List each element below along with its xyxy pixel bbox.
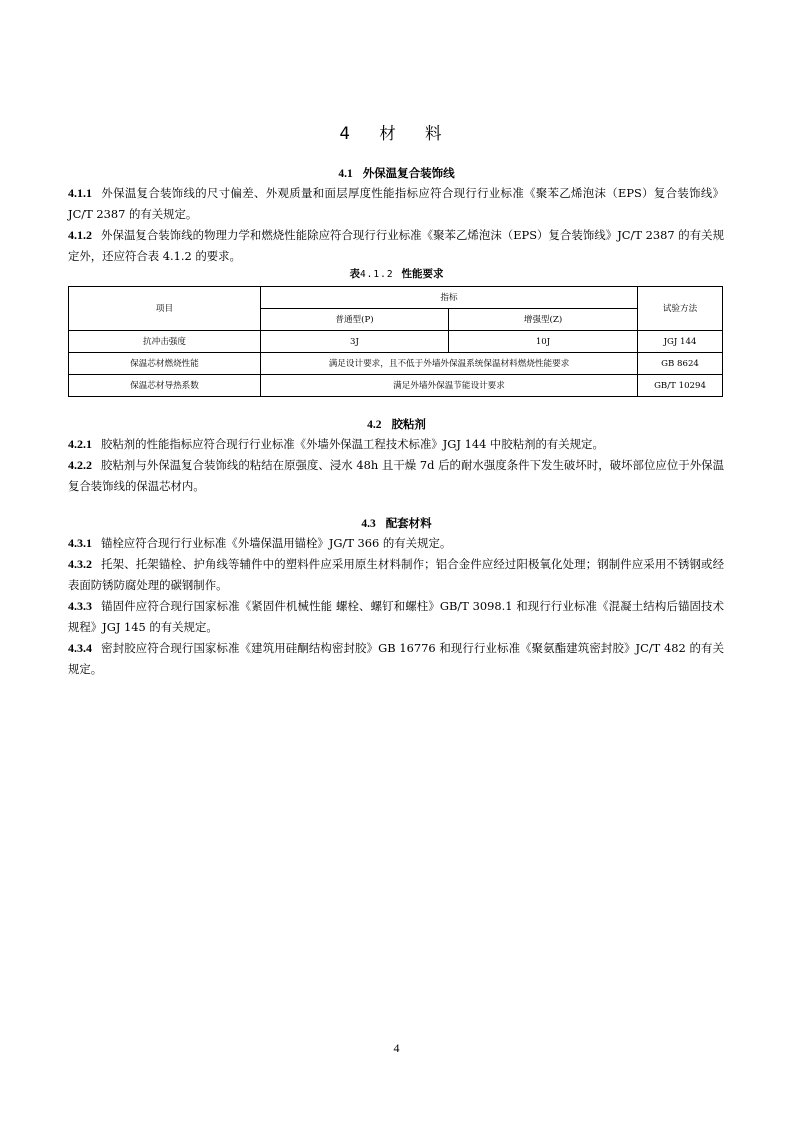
cell-item: 抗冲击强度 — [69, 331, 261, 353]
clause-text: 胶粘剂与外保温复合装饰线的粘结在原强度、浸水 48h 且干燥 7d 后的耐水强度条件下发生破坏时，破坏部位应位于外保温复合装饰线的保温芯材内。 — [68, 458, 724, 493]
performance-table — [68, 286, 723, 397]
cell-merged: 满足外墙外保温节能设计要求 — [261, 375, 638, 397]
chapter-title: 4 材 料 — [339, 124, 454, 143]
section-title-text: 胶粘剂 — [391, 417, 426, 431]
clause-number: 4.2.1 — [68, 437, 92, 451]
section-number: 4.1 — [338, 168, 353, 180]
clause-text: 外保温复合装饰线的物理力学和燃烧性能除应符合现行行业标准《聚苯乙烯泡沫（EPS）复合装饰线》JC/T 2387 的有关规定外，还应符合表 4.1.2 的要求。 — [68, 228, 724, 263]
clause-text: 锚固件应符合现行国家标准《紧固件机械性能 螺栓、螺钉和螺柱》GB/T 3098.1 和现行行业标准《混凝土结构后锚固技术规程》JGJ 145 的有关规定。 — [68, 599, 724, 634]
cell-method: GB 8624 — [638, 353, 723, 375]
cell-method: GB/T 10294 — [638, 375, 723, 397]
section-title-text: 外保温复合装饰线 — [362, 166, 455, 180]
table-row — [69, 331, 723, 353]
cell-item: 保温芯材导热系数 — [69, 375, 261, 397]
clause-number: 4.1.1 — [68, 186, 92, 200]
clause-4-1-1 — [68, 183, 724, 225]
clause-number: 4.3.1 — [68, 536, 92, 550]
clause-number: 4.3.3 — [68, 599, 92, 613]
header-method: 试验方法 — [638, 287, 723, 331]
cell-enhanced: 10J — [449, 331, 638, 353]
clause-number: 4.1.2 — [68, 228, 92, 242]
section-title-4-3 — [0, 515, 793, 532]
header-indicator: 指标 — [261, 287, 638, 309]
table-caption-title: 性能要求 — [401, 268, 444, 280]
table-caption-number: 4.1.2 — [359, 269, 394, 280]
clause-number: 4.3.4 — [68, 641, 92, 655]
section-number: 4.3 — [361, 518, 376, 530]
clause-text: 外保温复合装饰线的尺寸偏差、外观质量和面层厚度性能指标应符合现行行业标准《聚苯乙烯泡沫（EPS）复合装饰线》JC/T 2387 的有关规定。 — [68, 186, 724, 221]
clause-4-2-1 — [68, 434, 724, 455]
cell-merged: 满足设计要求，且不低于外墙外保温系统保温材料燃烧性能要求 — [261, 353, 638, 375]
clause-text: 密封胶应符合现行国家标准《建筑用硅酮结构密封胶》GB 16776 和现行行业标准《聚氨酯建筑密封胶》JC/T 482 的有关规定。 — [68, 641, 724, 676]
clause-text: 胶粘剂的性能指标应符合现行行业标准《外墙外保温工程技术标准》JGJ 144 中胶粘剂的有关规定。 — [101, 437, 604, 451]
clause-number: 4.2.2 — [68, 458, 92, 472]
clause-4-3-4 — [68, 638, 724, 680]
table-row — [69, 353, 723, 375]
cell-item: 保温芯材燃烧性能 — [69, 353, 261, 375]
page-number: 4 — [393, 1041, 400, 1055]
header-enhanced: 增强型(Z) — [449, 309, 638, 331]
cell-regular: 3J — [261, 331, 449, 353]
clause-4-2-2 — [68, 455, 724, 497]
clause-4-3-3 — [68, 596, 724, 638]
section-title-4-1 — [0, 165, 793, 182]
section-title-text: 配套材料 — [385, 516, 432, 530]
table-header-row — [69, 287, 723, 309]
table-row — [69, 375, 723, 397]
clause-4-3-2 — [68, 554, 724, 596]
table-caption — [0, 267, 793, 282]
clause-4-3-1 — [68, 533, 724, 554]
header-regular: 普通型(P) — [261, 309, 449, 331]
section-number: 4.2 — [367, 419, 382, 431]
clause-text: 锚栓应符合现行行业标准《外墙保温用锚栓》JG/T 366 的有关规定。 — [101, 536, 452, 550]
header-item: 项目 — [69, 287, 261, 331]
section-title-4-2 — [0, 416, 793, 433]
clause-number: 4.3.2 — [68, 557, 92, 571]
clause-4-1-2 — [68, 225, 724, 267]
clause-text: 托架、托架锚栓、护角线等辅件中的塑料件应采用原生材料制作；铝合金件应经过阳极氧化处理；钢制件应采用不锈钢或经表面防锈防腐处理的碳钢制作。 — [68, 557, 724, 592]
cell-method: JGJ 144 — [638, 331, 723, 353]
table-caption-prefix: 表 — [349, 268, 360, 280]
